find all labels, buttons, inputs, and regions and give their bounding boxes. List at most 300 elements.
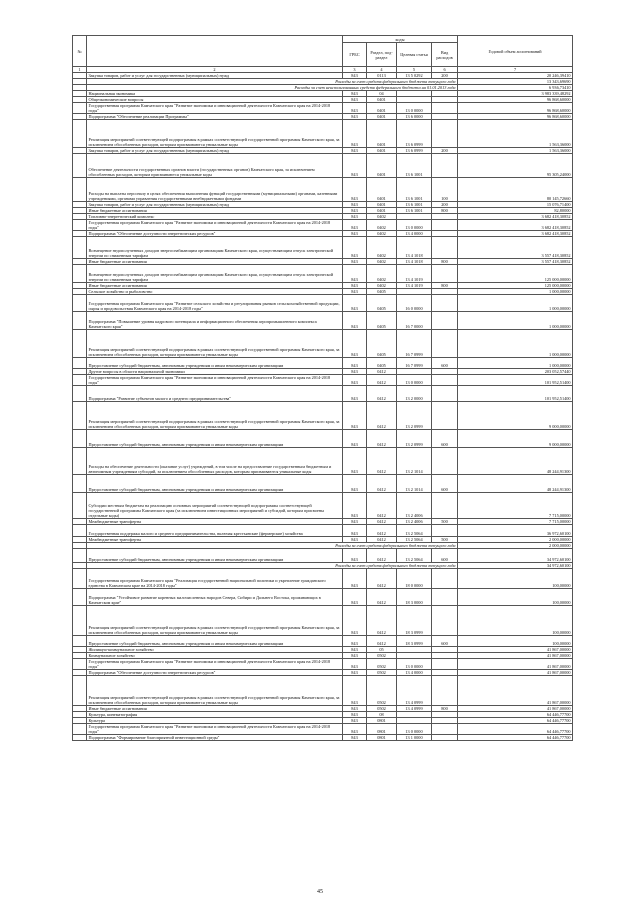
table-row (73, 295, 573, 312)
section-cell: 0402 (367, 265, 397, 283)
type-cell (432, 295, 458, 312)
target-cell: 16 0 0000 (397, 295, 432, 312)
grbs-cell: 843 (343, 358, 367, 369)
grbs-cell: 843 (343, 670, 367, 676)
section-cell: 0412 (367, 519, 397, 525)
row-number-cell (73, 330, 87, 358)
section-cell: 0401 (367, 208, 397, 214)
row-number-cell (73, 525, 87, 537)
type-cell (432, 330, 458, 358)
row-number-cell (73, 386, 87, 402)
name-cell: Реализация мероприятий соответствующей подпрограммы в рамках соответствующей государственной программы Камчатского края, за исключением обособленных расходов, которым присваиваются уникальные коды (87, 330, 343, 358)
amount-cell: 100,00000 (458, 589, 573, 606)
section-cell: 0412 (367, 369, 397, 375)
grbs-cell: 843 (343, 103, 367, 114)
target-cell: 13 6 1001 (397, 208, 432, 214)
target-cell: 13 6 0999 (397, 120, 432, 148)
name-cell: Подпрограмма "Развитие субъектов малого и среднего предпринимательства" (87, 386, 343, 402)
grbs-cell: 843 (343, 706, 367, 712)
target-cell: 13 6 1001 (397, 178, 432, 202)
section-cell: 0412 (367, 375, 397, 386)
amount-cell: 1 000,00000 (458, 358, 573, 369)
row-number-cell (73, 103, 87, 114)
type-cell (432, 676, 458, 706)
grbs-cell: 843 (343, 295, 367, 312)
amount-cell: 101 952,51400 (458, 386, 573, 402)
name-cell: Иные бюджетные ассигнования (87, 208, 343, 214)
amount-cell: 48 244,91300 (458, 475, 573, 493)
grbs-cell: 843 (343, 237, 367, 259)
target-cell: 13 0 0000 (397, 724, 432, 735)
amount-cell: 125 000,00000 (458, 283, 573, 289)
amount-cell: 41 867,00000 (458, 670, 573, 676)
amount-cell: 15 076,71400 (458, 202, 573, 208)
grbs-cell: 843 (343, 659, 367, 670)
target-cell: 13 2 0999 (397, 402, 432, 430)
amount-cell: 6 936,73410 (458, 85, 573, 91)
type-cell: 800 (432, 706, 458, 712)
table-row (73, 493, 573, 519)
type-cell (432, 375, 458, 386)
grbs-cell: 843 (343, 475, 367, 493)
table-row (73, 676, 573, 706)
grbs-cell: 843 (343, 448, 367, 475)
type-cell: 500 (432, 537, 458, 543)
row-number-cell (73, 448, 87, 475)
name-cell: Предоставление субсидий бюджетным, автономным учреждениям и иным некоммерческим организациям (87, 636, 343, 647)
amount-cell: 2 000,00000 (458, 537, 573, 543)
table-row (73, 402, 573, 430)
target-cell: 13 2 5064 (397, 525, 432, 537)
name-cell: Подпрограмма "Формирование благоприятной инвестиционной среды" (87, 735, 343, 741)
target-cell: 13 4 0000 (397, 231, 432, 237)
name-cell: Межбюджетные трансферты (87, 537, 343, 543)
amount-cell: 41 867,00000 (458, 647, 573, 653)
header-grbs: ГРБС (343, 43, 367, 67)
type-cell (432, 402, 458, 430)
row-number-cell (73, 154, 87, 178)
name-cell: Государственная поддержка малого и среднего предпринимательства, включая крестьянские (фермерские) хозяйства (87, 525, 343, 537)
name-cell: Государственная программа Камчатского края "Развитие экономики и инновационной деятельности Камчатского края на 2014-2018 годы" (87, 220, 343, 231)
amount-cell: 100,00000 (458, 569, 573, 589)
grbs-cell: 843 (343, 259, 367, 265)
amount-cell: 64 446,77700 (458, 712, 573, 718)
row-number-cell (73, 589, 87, 606)
type-cell: 800 (432, 208, 458, 214)
column-number-cell: 5 (397, 67, 432, 73)
section-cell: 0412 (367, 430, 397, 448)
amount-cell: 2 000,00000 (458, 543, 573, 549)
row-number-cell (73, 358, 87, 369)
section-cell: 0801 (367, 735, 397, 741)
target-cell: 13 6 1001 (397, 154, 432, 178)
type-cell: 200 (432, 148, 458, 154)
table-row (73, 475, 573, 493)
table-row (73, 735, 573, 741)
target-cell: 13 0 0000 (397, 103, 432, 114)
name-cell: Обеспечение деятельности государственных органов власти (государственных органов) Камчатского края, за исключением обособленных расходов, которым присваиваются уникальные коды (87, 154, 343, 178)
amount-cell: 64 446,77700 (458, 718, 573, 724)
name-cell: Культура (87, 718, 343, 724)
row-number-cell (73, 475, 87, 493)
section-cell: 0502 (367, 659, 397, 670)
type-cell: 100 (432, 178, 458, 202)
amount-cell: 41 867,00000 (458, 653, 573, 659)
section-cell: 0412 (367, 475, 397, 493)
name-cell: Предоставление субсидий бюджетным, автономным учреждениям и иным некоммерческим организациям (87, 430, 343, 448)
page-number: 45 (317, 889, 323, 895)
amount-cell: 1 563,36000 (458, 148, 573, 154)
name-cell: Иные бюджетные ассигнования (87, 706, 343, 712)
target-cell: 13 0 0000 (397, 375, 432, 386)
section-cell: 0402 (367, 259, 397, 265)
name-cell: Подпрограмма "Обеспечение реализации Программы" (87, 114, 343, 120)
grbs-cell: 843 (343, 636, 367, 647)
grbs-cell: 843 (343, 519, 367, 525)
table-row (73, 724, 573, 735)
name-cell: Иные бюджетные ассигнования (87, 283, 343, 289)
section-cell: 0412 (367, 386, 397, 402)
row-number-cell (73, 178, 87, 202)
type-cell (432, 386, 458, 402)
row-number-cell (73, 220, 87, 231)
grbs-cell: 843 (343, 589, 367, 606)
amount-cell: 20 246,39410 (458, 73, 573, 79)
target-cell: 13 6 0999 (397, 148, 432, 154)
section-cell: 0401 (367, 178, 397, 202)
section-cell: 0412 (367, 569, 397, 589)
grbs-cell: 843 (343, 493, 367, 519)
target-cell: 13 2 5064 (397, 549, 432, 563)
header-section: Раздел, под-раздел (367, 43, 397, 67)
section-cell: 0402 (367, 231, 397, 237)
name-cell: Подпрограмма "Обеспечение доступности энергетических ресурсов" (87, 670, 343, 676)
section-cell: 0405 (367, 289, 397, 295)
target-cell: 13 4 0999 (397, 706, 432, 712)
amount-cell: 203 052,57440 (458, 369, 573, 375)
grbs-cell: 843 (343, 148, 367, 154)
table-row (73, 237, 573, 259)
name-cell: Иные бюджетные ассигнования (87, 259, 343, 265)
amount-cell: 80 145,72660 (458, 178, 573, 202)
grbs-cell: 843 (343, 283, 367, 289)
section-cell: 0405 (367, 358, 397, 369)
grbs-cell: 843 (343, 647, 367, 653)
grbs-cell: 843 (343, 369, 367, 375)
type-cell (432, 735, 458, 741)
amount-cell: 3 983 339,48292 (458, 91, 573, 97)
grbs-cell: 843 (343, 97, 367, 103)
target-cell: 13 0 0000 (397, 659, 432, 670)
column-number-cell: 2 (87, 67, 343, 73)
type-cell: 600 (432, 475, 458, 493)
grbs-cell: 843 (343, 312, 367, 330)
type-cell: 600 (432, 549, 458, 563)
type-cell: 200 (432, 202, 458, 208)
target-cell: 18 3 0999 (397, 636, 432, 647)
target-cell: 16 7 0999 (397, 330, 432, 358)
name-cell: Реализация мероприятий соответствующей подпрограммы в рамках соответствующей государственной программы Камчатского края, за исключением обособленных расходов, которым присваиваются уникальные коды (87, 606, 343, 636)
grbs-cell: 843 (343, 724, 367, 735)
target-cell: 13 2 4006 (397, 493, 432, 519)
name-cell: Государственная программа Камчатского края "Развитие экономики и инновационной деятельности Камчатского края на 2014-2018 годы" (87, 375, 343, 386)
table-row (73, 549, 573, 563)
name-cell: Предоставление субсидий бюджетным, автономным учреждениям и иным некоммерческим организациям (87, 549, 343, 563)
grbs-cell: 843 (343, 202, 367, 208)
amount-cell: 96 868,60000 (458, 114, 573, 120)
grbs-cell: 843 (343, 606, 367, 636)
column-number-cell: 7 (458, 67, 573, 73)
note-cell: Расходы за счет средств федерального бюджета текущего года (87, 79, 458, 85)
target-cell: 18 0 0000 (397, 569, 432, 589)
amount-cell: 64 446,77700 (458, 735, 573, 741)
amount-cell: 34 972,60100 (458, 549, 573, 563)
amount-cell: 3 682 418,30852 (458, 214, 573, 220)
header-no: № (73, 36, 87, 67)
table-row (73, 525, 573, 537)
section-cell: 0405 (367, 295, 397, 312)
target-cell: 13 2 0999 (397, 430, 432, 448)
name-cell: Государственная программа Камчатского края "Развитие экономики и инновационной деятельности Камчатского края на 2014-2018 годы" (87, 659, 343, 670)
row-number-cell (73, 659, 87, 670)
name-cell: Государственная программа Камчатского края "Развитие экономики и инновационной деятельности Камчатского края на 2014-2018 годы" (87, 103, 343, 114)
row-number-cell (73, 549, 87, 563)
note-cell: Расходы за счет неиспользованных средств федерального бюджета на 01.01.2013 года (87, 85, 458, 91)
type-cell (432, 659, 458, 670)
grbs-cell: 843 (343, 120, 367, 148)
section-cell: 0502 (367, 706, 397, 712)
target-cell: 16 7 0999 (397, 358, 432, 369)
note-cell: Расходы за счет средств федерального бюджета текущего года (87, 563, 458, 569)
grbs-cell: 843 (343, 712, 367, 718)
grbs-cell: 843 (343, 537, 367, 543)
section-cell: 08 (367, 712, 397, 718)
section-cell: 0502 (367, 676, 397, 706)
type-cell: 600 (432, 430, 458, 448)
name-cell: Сельское хозяйство и рыболовство (87, 289, 343, 295)
table-row (73, 220, 573, 231)
row-number-cell (73, 636, 87, 647)
grbs-cell: 843 (343, 676, 367, 706)
grbs-cell: 843 (343, 208, 367, 214)
row-number-cell (73, 493, 87, 519)
type-cell (432, 606, 458, 636)
row-number-cell (73, 120, 87, 148)
row-number-cell (73, 676, 87, 706)
amount-cell: 1 563,36000 (458, 120, 573, 148)
section-cell: 0502 (367, 670, 397, 676)
amount-cell: 100,00000 (458, 636, 573, 647)
name-cell: Субсидии местным бюджетам на реализацию основных мероприятий соответствующей подпрограммы соответствующей государственной программы Камчатского края (за исключением инвестиционных мероприятий и субсидий, которым присвоены отдельные коды) (87, 493, 343, 519)
row-number-cell (73, 430, 87, 448)
amount-cell: 101 952,51400 (458, 375, 573, 386)
name-cell: Закупка товаров, работ и услуг для государственных (муниципальных) нужд (87, 73, 343, 79)
target-cell: 13 4 1019 (397, 265, 432, 283)
target-cell: 13 2 1014 (397, 475, 432, 493)
amount-cell: 1 000,00000 (458, 312, 573, 330)
table-row (73, 636, 573, 647)
row-number-cell (73, 569, 87, 589)
grbs-cell: 843 (343, 73, 367, 79)
target-cell: 13 2 5064 (397, 537, 432, 543)
header-total: Годовой объем ассигнований (458, 36, 573, 67)
name-cell: Реализация мероприятий соответствующей подпрограммы в рамках соответствующей государственной программы Камчатского края, за исключением обособленных расходов, которым присваиваются уникальные коды (87, 676, 343, 706)
name-cell: Подпрограмма "Повышение уровня кадрового потенциала и информационного обеспечения агропромышленного комплекса Камчатского края" (87, 312, 343, 330)
target-cell: 13 4 0000 (397, 670, 432, 676)
amount-cell: 1 000,00000 (458, 330, 573, 358)
target-cell: 13 2 1014 (397, 448, 432, 475)
table-row (73, 265, 573, 283)
amount-cell: 96 868,60000 (458, 97, 573, 103)
type-cell: 800 (432, 283, 458, 289)
section-cell: 0412 (367, 448, 397, 475)
table-row (73, 330, 573, 358)
note-cell: Расходы за счет средств федерального бюджета текущего года (87, 543, 458, 549)
target-cell: 13 6 1001 (397, 202, 432, 208)
type-cell (432, 589, 458, 606)
name-cell: Государственная программа Камчатского края "Развитие сельского хозяйства и регулирования рынков сельскохозяйственной продукции, сырья и продовольствия Камчатского края на 2014-2018 годы" (87, 295, 343, 312)
type-cell (432, 103, 458, 114)
section-cell: 0402 (367, 214, 397, 220)
section-cell: 0412 (367, 525, 397, 537)
header-target: Целевая статья (397, 43, 432, 67)
target-cell: 18 3 0000 (397, 589, 432, 606)
grbs-cell: 843 (343, 653, 367, 659)
amount-cell: 41 867,00000 (458, 659, 573, 670)
column-number-cell: 3 (343, 67, 367, 73)
section-cell: 0401 (367, 202, 397, 208)
section-cell: 05 (367, 647, 397, 653)
row-number-cell (73, 265, 87, 283)
section-cell: 0502 (367, 653, 397, 659)
section-cell: 0401 (367, 103, 397, 114)
table-row (73, 448, 573, 475)
grbs-cell: 843 (343, 91, 367, 97)
target-cell: 13 4 1019 (397, 283, 432, 289)
section-cell: 04 (367, 91, 397, 97)
amount-cell: 9 000,00000 (458, 402, 573, 430)
section-cell: 0412 (367, 537, 397, 543)
name-cell: Расходы на обеспечение деятельности (оказание услуг) учреждений, в том числе на предоставление государственным бюджетным и автономным учреждениям субсидий, за исключением обособленных расходов, которым присваиваются уникальные коды (87, 448, 343, 475)
section-cell: 0801 (367, 724, 397, 735)
target-cell: 13 4 1018 (397, 259, 432, 265)
section-cell: 0412 (367, 549, 397, 563)
section-cell: 0405 (367, 312, 397, 330)
section-cell: 0402 (367, 220, 397, 231)
name-cell: Подпрограмма "Обеспечение доступности энергетических ресурсов" (87, 231, 343, 237)
name-cell: Предоставление субсидий бюджетным, автономным учреждениям и иным некоммерческим организациям (87, 475, 343, 493)
target-cell: 13 6 0000 (397, 114, 432, 120)
grbs-cell: 843 (343, 430, 367, 448)
target-cell: 13 4 1018 (397, 237, 432, 259)
section-cell: 0405 (367, 330, 397, 358)
target-cell: 13 1 0000 (397, 735, 432, 741)
grbs-cell: 843 (343, 525, 367, 537)
amount-cell: 64 446,77700 (458, 724, 573, 735)
grbs-cell: 843 (343, 231, 367, 237)
type-cell (432, 448, 458, 475)
section-cell: 0412 (367, 606, 397, 636)
table-row (73, 659, 573, 670)
column-number-cell: 4 (367, 67, 397, 73)
name-cell: Культура, кинематография (87, 712, 343, 718)
row-number-cell (73, 606, 87, 636)
type-cell (432, 493, 458, 519)
name-cell: Межбюджетные трансферты (87, 519, 343, 525)
amount-cell: 13 343,69690 (458, 79, 573, 85)
type-cell (432, 265, 458, 283)
grbs-cell: 843 (343, 178, 367, 202)
header-type: Вид расходов (432, 43, 458, 67)
type-cell: 600 (432, 358, 458, 369)
table-row (73, 430, 573, 448)
table-body (73, 67, 573, 741)
amount-cell: 100,00000 (458, 606, 573, 636)
name-cell: Государственная программа Камчатского края "Реализация государственной национальной политики и укрепление гражданского единства в Камчатском крае на 2014-2018 годы" (87, 569, 343, 589)
name-cell: Топливно-энергетический комплекс (87, 214, 343, 220)
grbs-cell: 843 (343, 265, 367, 283)
table-row (73, 606, 573, 636)
type-cell: 600 (432, 636, 458, 647)
name-cell: Реализация мероприятий соответствующей подпрограммы в рамках соответствующей государственной программы Камчатского края, за исключением обособленных расходов, которым присваиваются уникальные коды (87, 402, 343, 430)
name-cell: Государственная программа Камчатского края "Развитие экономики и инновационной деятельности Камчатского края на 2014-2018 годы" (87, 724, 343, 735)
section-cell: 0402 (367, 283, 397, 289)
amount-cell: 125 000,00000 (458, 265, 573, 283)
section-cell: 0402 (367, 237, 397, 259)
section-cell: 0401 (367, 97, 397, 103)
section-cell: 0401 (367, 114, 397, 120)
row-number-cell (73, 735, 87, 741)
grbs-cell: 843 (343, 114, 367, 120)
name-cell: Общеэкономические вопросы (87, 97, 343, 103)
target-cell: 13 0 0000 (397, 220, 432, 231)
row-number-cell (73, 295, 87, 312)
table-row (73, 569, 573, 589)
type-cell (432, 220, 458, 231)
name-cell: Закупка товаров, работ и услуг для государственных (муниципальных) нужд (87, 202, 343, 208)
amount-cell: 1 000,00000 (458, 289, 573, 295)
amount-cell: 48 244,91300 (458, 448, 573, 475)
amount-cell: 9 000,00000 (458, 430, 573, 448)
grbs-cell: 843 (343, 330, 367, 358)
table-row (73, 358, 573, 369)
amount-cell: 3 682 418,30852 (458, 220, 573, 231)
section-cell: 0801 (367, 718, 397, 724)
name-cell: Возмещение недополученных доходов энергоснабжающим организациям Камчатского края, осуществляющим отпуск электрической энергии по сниженным тарифам (87, 265, 343, 283)
name-cell: Закупка товаров, работ и услуг для государственных (муниципальных) нужд (87, 148, 343, 154)
section-cell: 0113 (367, 73, 397, 79)
target-cell: 13 2 0000 (397, 386, 432, 402)
grbs-cell: 843 (343, 214, 367, 220)
type-cell (432, 237, 458, 259)
amount-cell: 7 715,00000 (458, 493, 573, 519)
type-cell: 200 (432, 73, 458, 79)
table-row (73, 154, 573, 178)
grbs-cell: 843 (343, 549, 367, 563)
target-cell: 13 5 0292 (397, 73, 432, 79)
amount-cell: 3 557 418,30852 (458, 237, 573, 259)
section-cell: 0401 (367, 120, 397, 148)
grbs-cell: 843 (343, 289, 367, 295)
name-cell: Расходы на выплаты персоналу в целях обеспечения выполнения функций государственными (муниципальными) органами, казенными учреждениями, органами управления государственными внебюджетными фондами (87, 178, 343, 202)
grbs-cell: 843 (343, 402, 367, 430)
column-number-cell: 6 (432, 67, 458, 73)
name-cell: Жилищно-коммунальное хозяйство (87, 647, 343, 653)
amount-cell: 96 868,60000 (458, 103, 573, 114)
amount-cell: 95 305,24000 (458, 154, 573, 178)
name-cell: Реализация мероприятий соответствующей подпрограммы в рамках соответствующей государственной программы Камчатского края, за исключением обособленных расходов, которым присваиваются уникальные коды (87, 120, 343, 148)
column-number-cell: 1 (73, 67, 87, 73)
